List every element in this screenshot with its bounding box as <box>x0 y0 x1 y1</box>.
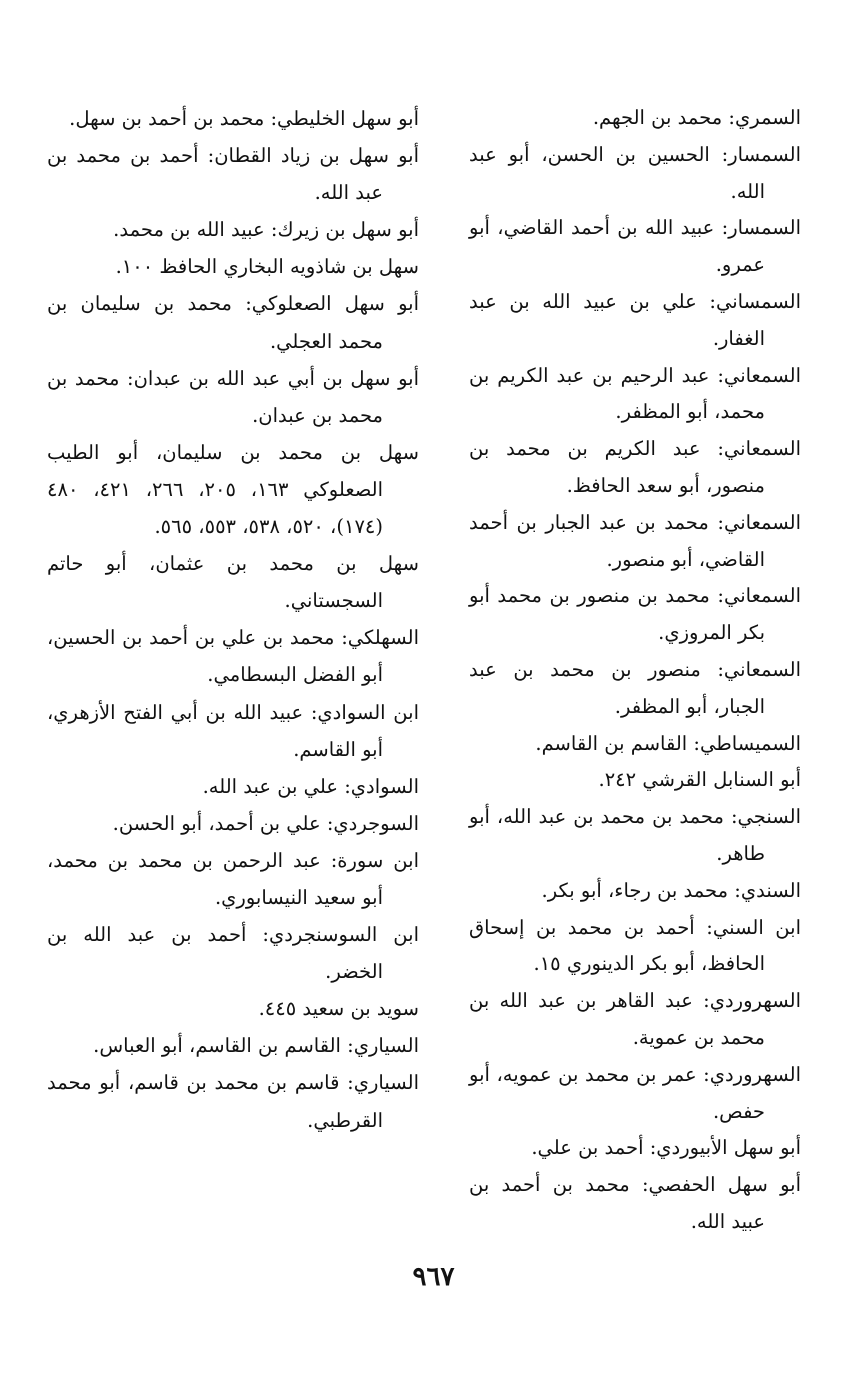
index-entry: أبو السنابل القرشي ٢٤٢. <box>598 768 801 792</box>
index-column-left <box>47 100 419 1139</box>
index-entry: السمعاني: محمد بن منصور بن محمد أبو بكر المروزي. <box>469 584 801 645</box>
index-entry: السوادي: علي بن عبد الله. <box>202 774 419 798</box>
index-entry: السمعاني: منصور بن محمد بن عبد الجبار، أبو المظفر. <box>469 657 801 718</box>
index-entry: السهلكي: محمد بن علي بن أحمد بن الحسين، أبو الفضل البسطامي. <box>47 626 419 687</box>
index-entry: السهروردي: عبد القاهر بن عبد الله بن محمد بن عموية. <box>469 989 801 1049</box>
index-entry: السمعاني: عبد الرحيم بن عبد الكريم بن محمد، أبو المظفر. <box>469 363 801 424</box>
index-entry: السوجردي: علي بن أحمد، أبو الحسن. <box>112 811 419 835</box>
index-entry: سهل بن محمد بن عثمان، أبو حاتم السجستاني. <box>47 552 419 613</box>
index-entry: أبو سهل الأبيوردي: أحمد بن علي. <box>531 1136 801 1160</box>
index-entry: السنجي: محمد بن محمد بن عبد الله، أبو طاهر. <box>469 805 801 865</box>
index-entry: السمري: محمد بن الجهم. <box>592 106 801 129</box>
index-entry: سهل بن محمد بن سليمان، أبو الطيب الصعلوكي ١٦٣، ٢٠٥، ٢٦٦، ٤٢١، ٤٨٠ (١٧٤)، ٥٢٠، ٥٣٨، ٥٥٣، ٥٦٥. <box>47 440 419 539</box>
index-entry: السهروردي: عمر بن محمد بن عمويه، أبو حفص. <box>469 1062 801 1123</box>
index-entry: السمساني: علي بن عبيد الله بن عبد الغفار. <box>469 289 801 350</box>
index-entry: السياري: قاسم بن محمد بن قاسم، أبو محمد القرطبي. <box>47 1071 419 1132</box>
index-entry: السمعاني: محمد بن عبد الجبار بن أحمد القاضي، أبو منصور. <box>469 510 801 571</box>
index-entry: السمسار: عبيد الله بن أحمد القاضي، أبو عمرو. <box>469 216 801 277</box>
index-entry: ابن السوسنجردي: أحمد بن عبد الله بن الخضر. <box>47 923 419 984</box>
index-entry: أبو سهل بن زيرك: عبيد الله بن محمد. <box>113 218 419 242</box>
index-entry: ابن السني: أحمد بن محمد بن إسحاق الحافظ، أبو بكر الدينوري ١٥. <box>469 915 801 976</box>
index-entry: أبو سهل بن زياد القطان: أحمد بن محمد بن عبد الله. <box>47 144 419 205</box>
index-entry: السياري: القاسم بن القاسم، أبو العباس. <box>93 1034 419 1058</box>
index-entry: سويد بن سعيد ٤٤٥. <box>258 997 419 1021</box>
index-entry: أبو سهل الخليطي: محمد بن أحمد بن سهل. <box>69 107 419 130</box>
index-entry: السمعاني: عبد الكريم بن محمد بن منصور، أبو سعد الحافظ. <box>469 437 801 497</box>
index-entry: أبو سهل بن أبي عبد الله بن عبدان: محمد بن محمد بن عبدان. <box>47 366 419 427</box>
index-entry: أبو سهل الصعلوكي: محمد بن سليمان بن محمد العجلي. <box>47 292 419 353</box>
page-number: ٩٦٧ <box>412 1262 455 1292</box>
index-entry: ابن سورة: عبد الرحمن بن محمد بن محمد، أبو سعيد النيسابوري. <box>47 848 419 909</box>
index-entry: ابن السوادي: عبيد الله بن أبي الفتح الأزهري، أبو القاسم. <box>47 700 419 761</box>
index-entry: السمسار: الحسين بن الحسن، أبو عبد الله. <box>469 142 801 203</box>
index-entry: السميساطي: القاسم بن القاسم. <box>535 731 801 755</box>
index-entry: السندي: محمد بن رجاء، أبو بكر. <box>541 878 801 902</box>
index-entry: أبو سهل الحفصي: محمد بن أحمد بن عبيد الله. <box>469 1173 801 1233</box>
index-column-right <box>469 100 801 1241</box>
index-entry: سهل بن شاذويه البخاري الحافظ ١٠٠. <box>115 255 419 279</box>
